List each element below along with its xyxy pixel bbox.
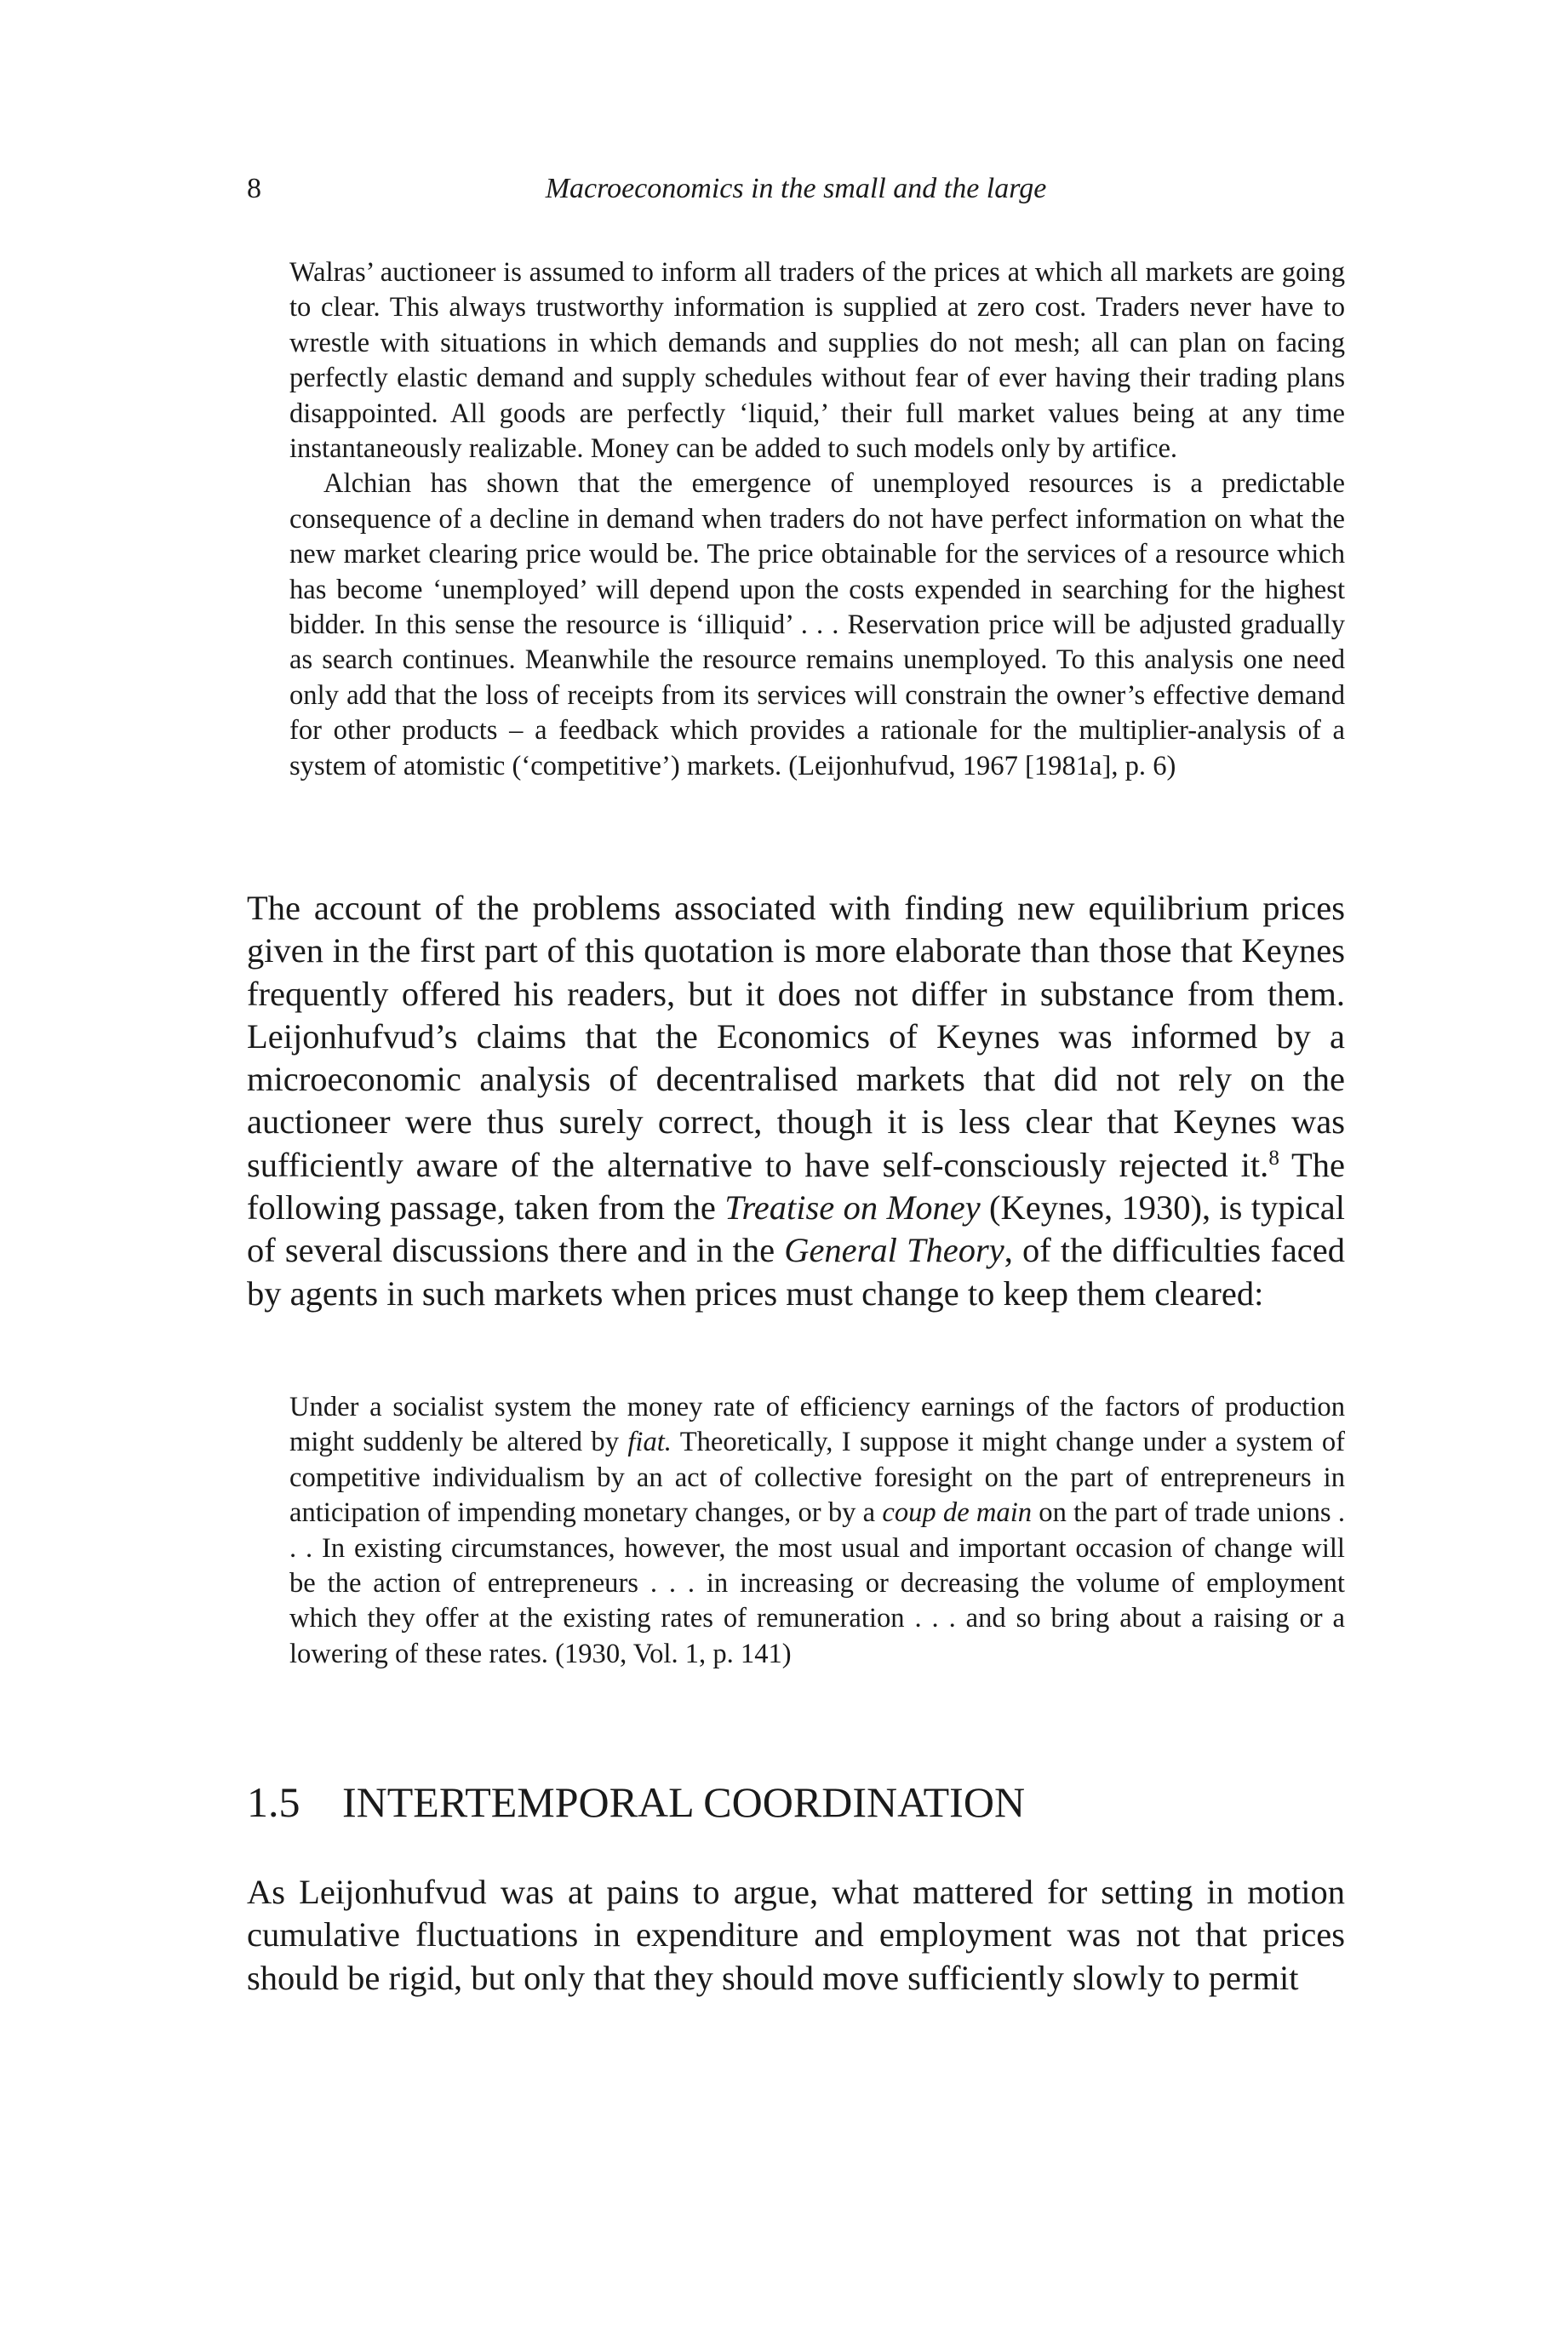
block-quote-keynes <box>289 1390 1345 1672</box>
footnote-reference: 8 <box>1268 1146 1279 1170</box>
page-number: 8 <box>247 173 261 204</box>
running-head: Macroeconomics in the small and the large <box>545 173 1047 204</box>
quote-paragraph: Walras’ auctioneer is assumed to inform all traders of the prices at which all markets are going to clear. This always trustworthy information is supplied at zero cost. Traders never have to wrestle with situations in which demands and supplies do not mesh; all can plan on facing perfectly elastic demand and supply schedules without fear of ever having their trading plans disappointed. All goods are perfectly ‘liquid,’ their full market values being at any time instantaneously realizable. Money can be added to such models only by artifice. <box>289 257 1345 465</box>
body-text-run: The account of the problems associated with finding new equilibrium prices given in the first part of this quotation is more elaborate than those that Keynes frequently offered his readers, but it does not differ in substance from them. Leijonhufvud’s claims that the Economics of Keynes was informed by a microeconomic analysis of decentralised markets that did not rely on the auctioneer were thus surely correct, though it is less clear that Keynes was sufficiently aware of the alternative to have self-consciously rejected it. <box>247 889 1345 1184</box>
quote-text-run: on the part of trade unions . . . In existing circumstances, however, the most usual and important occasion of change will be the action of entrepreneurs . . . in increasing or decreasing the volume of employment which they offer at the existing rates of remuneration . . . and so bring about a raising or a lowering of these rates. (1930, Vol. 1, p. 141) <box>289 1497 1345 1669</box>
body-text-run: The following passage, taken from the <box>247 1145 1345 1228</box>
body-paragraph <box>247 887 1345 1315</box>
block-quote-leijonhufvud <box>289 255 1345 784</box>
italic-term-fiat: fiat. <box>627 1427 672 1458</box>
body-text-run: (Keynes, 1930), is typical of several discussions there and in the <box>247 1188 1345 1270</box>
body-text-run: , of the difficulties faced by agents in such markets when prices must change to keep them cleared: <box>247 1231 1345 1313</box>
quote-paragraph <box>289 1390 1345 1672</box>
italic-term-coup-de-main: coup de main <box>882 1497 1033 1529</box>
book-title-treatise: Treatise on Money <box>724 1188 981 1228</box>
body-paragraph <box>247 1871 1345 2000</box>
quote-text-run: Under a socialist system the money rate of efficiency earnings of the factors of production might suddenly be altered by <box>289 1392 1345 1458</box>
quote-text-run: Theoretically, I suppose it might change under a system of competitive individualism by an act of collective foresight on the part of entrepreneurs in anticipation of impending monetary changes, or by a <box>289 1427 1345 1529</box>
section-title: INTERTEMPORAL COORDINATION <box>342 1778 1026 1826</box>
body-paragraph-text <box>247 887 1345 1315</box>
section-number: 1.5 <box>247 1778 300 1826</box>
quote-paragraph: Alchian has shown that the emergence of unemployed resources is a predictable consequence of a decline in demand when traders do not have perfect information on what the new market clearing price would be. The price obtainable for the services of a resource which has become ‘unemployed’ will depend upon the costs expended in searching for the highest bidder. In this sense the resource is ‘illiquid’ . . . Reservation price will be adjusted gradually as search continues. Meanwhile the resource remains unemployed. To this analysis one need only add that the loss of receipts from its services will constrain the owner’s effective demand for other products – a feedback which provides a rationale for the multiplier-analysis of a system of atomistic (‘competitive’) markets. (Leijonhufvud, 1967 [1981a], p. 6) <box>289 468 1345 781</box>
body-paragraph-text: As Leijonhufvud was at pains to argue, what mattered for setting in motion cumulative fluctuations in expenditure and employment was not that prices should be rigid, but only that they should move sufficiently slowly to permit <box>247 1873 1345 1997</box>
book-title-general-theory: General Theory <box>784 1231 1004 1270</box>
section-heading <box>247 1777 1025 1827</box>
